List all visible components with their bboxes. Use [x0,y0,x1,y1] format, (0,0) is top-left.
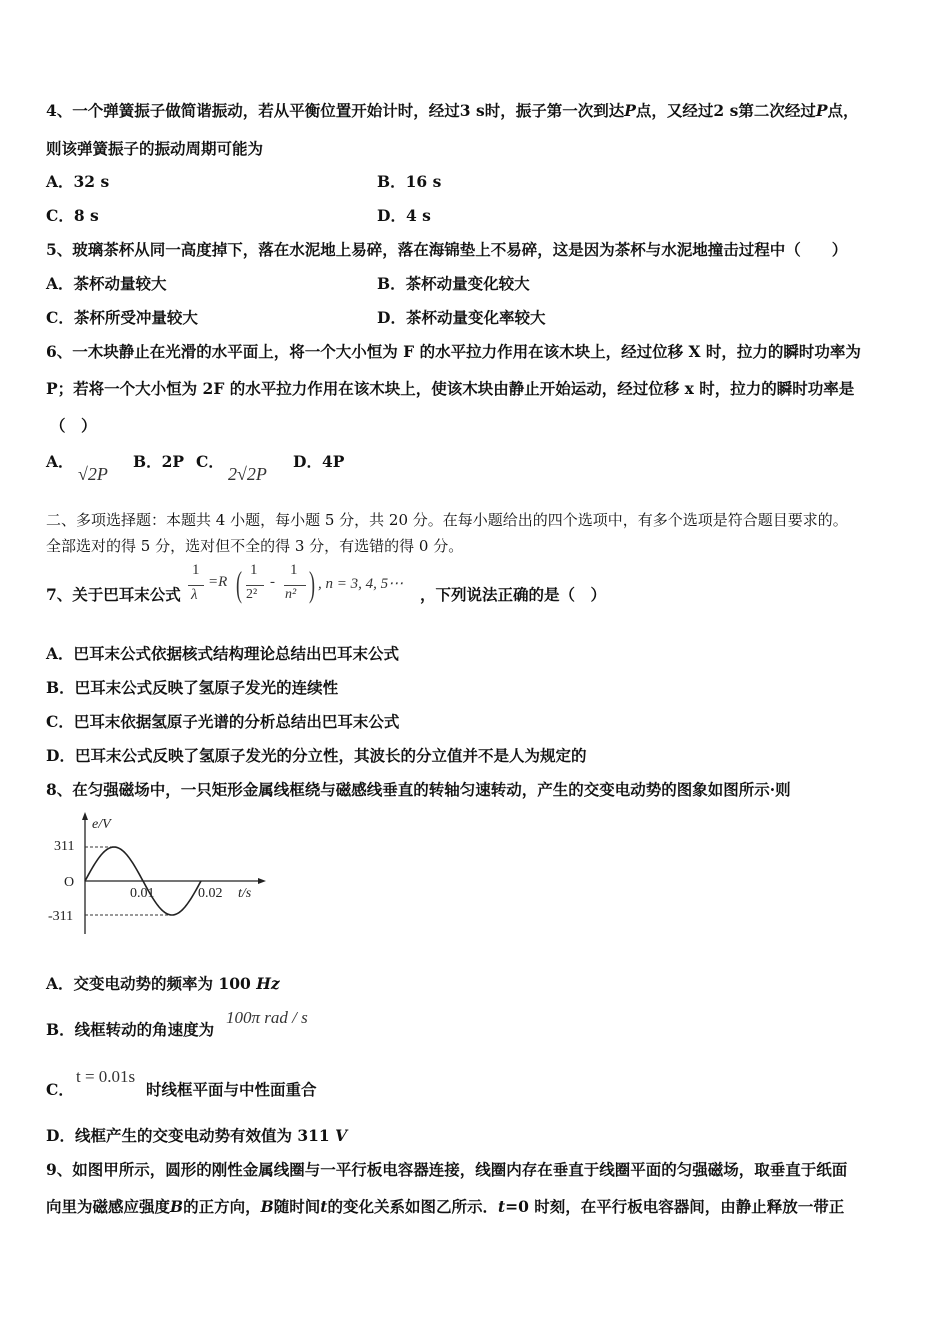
q5-option-d: D．茶杯动量变化率较大 [377,308,546,327]
y-tick-min: -311 [48,909,74,924]
q8-option-b-math: 100π rad / s [226,1008,308,1027]
formula-term2-den: n² [285,587,297,602]
q6-option-c-math: 2√2P [228,464,267,484]
section2-heading-line2: 全部选对的得 5 分，选对但不全的得 3 分，有选错的得 0 分。 [46,537,464,555]
q6-option-a-label: A． [46,452,74,471]
q7-option-d: D．巴耳末公式反映了氢原子发光的分立性，其波长的分立值并不是人为规定的 [46,746,587,765]
q8-stem: 8、在匀强磁场中，一只矩形金属线框绕与磁感线垂直的转轴匀速转动，产生的交变电动势的图象如图所示·则 [46,780,791,799]
x-tick-0.01: 0.01 [130,886,155,901]
q6-stem-line1: 6、一木块静止在光滑的水平面上，将一个大小恒为 F 的水平拉力作用在该木块上，经过位移 X 时，拉力的瞬时功率为 [46,342,861,361]
q4-option-a: A．32 s [46,172,110,191]
q6-stem-line2: P；若将一个大小恒为 2F 的水平拉力作用在该木块上，使该木块由静止开始运动，经过位移 x 时，拉力的瞬时功率是 [46,379,855,398]
y-axis-label: e/V [92,817,111,832]
q8-option-c-math: t = 0.01s [76,1067,136,1086]
q8-option-a: A．交变电动势的频率为 100 Hz [46,974,280,993]
q4-option-b: B．16 s [377,172,442,191]
emf-chart [40,808,270,938]
q9-stem-line1: 9、如图甲所示，圆形的刚性金属线圈与一平行板电容器连接，线圈内存在垂直于线圈平面的匀强磁场，取垂直于纸面 [46,1160,848,1179]
q7-formula [188,560,420,612]
q7-option-c: C．巴耳末依据氢原子光谱的分析总结出巴耳末公式 [46,712,400,731]
q6-option-a-math: √2P [78,464,108,484]
formula-term1-num: 1 [250,562,258,578]
x-axis-label: t/s [238,886,252,901]
q6-option-d: D．4P [293,452,345,471]
q4-stem-line1: 4、一个弹簧振子做简谐振动，若从平衡位置开始计时，经过3 s时，振子第一次到达P点，又经过2 s第二次经过P点， [46,101,859,120]
q4-option-c: C．8 s [46,206,99,225]
formula-n-range: , n = 3, 4, 5⋯ [318,576,404,592]
q5-option-a: A．茶杯动量较大 [46,274,167,293]
formula-eq: =R [208,574,228,590]
q7-option-b: B．巴耳末公式反映了氢原子发光的连续性 [46,678,339,697]
y-axis-arrow [82,812,88,820]
formula-minus: - [270,574,275,590]
section2-heading-line1: 二、多项选择题：本题共 4 小题，每小题 5 分，共 20 分。在每小题给出的四个选项中，有多个选项是符合题目要求的。 [46,511,848,529]
formula-term1-den: 2² [246,587,258,602]
formula-lhs-den: λ [191,587,198,603]
formula-term2-num: 1 [290,562,298,578]
q7-option-a: A．巴耳末公式依据核式结构理论总结出巴耳末公式 [46,644,400,663]
formula-right-paren: ) [309,564,315,604]
x-axis-arrow [258,878,266,884]
formula-term1-bar [246,585,264,586]
q8-option-d: D．线框产生的交变电动势有效值为 311 V [46,1126,348,1145]
formula-term2-bar [284,585,306,586]
q8-option-b-label: B．线框转动的角速度为 [46,1020,215,1039]
q6-option-b: B．2P [133,452,185,471]
q5-option-b: B．茶杯动量变化较大 [377,274,530,293]
origin-label: O [64,875,75,890]
q6-stem-line3: （ ） [50,416,97,435]
y-tick-max: 311 [54,839,75,854]
q5-option-c: C．茶杯所受冲量较大 [46,308,198,327]
x-tick-0.02: 0.02 [198,886,223,901]
q7-stem-suffix: ，下列说法正确的是（ ） [420,585,607,604]
q8-option-c-label: C． [46,1080,74,1099]
q8-option-c-text: 时线框平面与中性面重合 [146,1080,317,1099]
q5-stem: 5、玻璃茶杯从同一高度掉下，落在水泥地上易碎，落在海锦垫上不易碎，这是因为茶杯与水泥地撞击过程中（ ） [46,240,848,259]
q6-option-c-label: C． [196,452,224,471]
q9-stem-line2: 向里为磁感应强度B的正方向，B随时间t的变化关系如图乙所示．t=0 时刻，在平行板电容器间，由静止释放一带正 [46,1197,845,1216]
q7-stem-prefix: 7、关于巴耳末公式 [46,585,181,604]
q4-stem-line2: 则该弹簧振子的振动周期可能为 [46,139,264,158]
formula-left-paren: ( [236,564,242,604]
formula-lhs-num: 1 [192,562,200,578]
formula-lhs-bar [188,585,204,586]
q4-option-d: D．4 s [377,206,431,225]
